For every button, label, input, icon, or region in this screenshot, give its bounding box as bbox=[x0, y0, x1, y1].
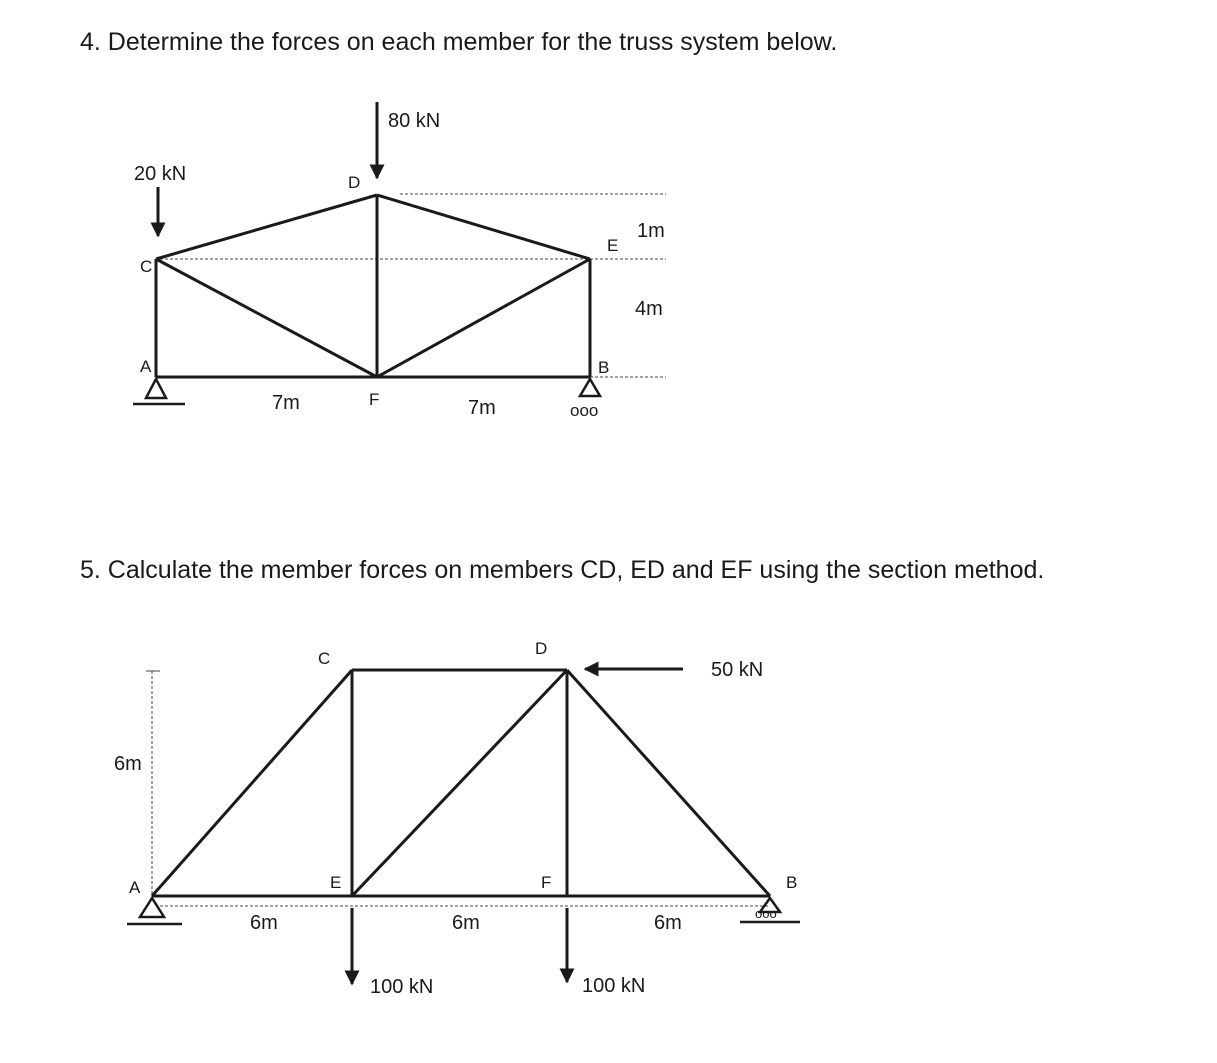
roller-mark-b: ooo bbox=[755, 906, 777, 921]
load-label-e: 100 kN bbox=[370, 976, 434, 998]
node-label-c: C bbox=[318, 649, 331, 668]
node-label-b: B bbox=[598, 358, 610, 377]
member-de bbox=[377, 195, 590, 259]
member-cf bbox=[156, 259, 377, 377]
dim-label-ef: 6m bbox=[452, 912, 480, 934]
load-label-d: 50 kN bbox=[711, 659, 764, 681]
dim-label-af: 7m bbox=[272, 392, 300, 414]
pin-support-a bbox=[133, 379, 185, 404]
node-label-a: A bbox=[140, 357, 152, 376]
dim-label-de: 1m bbox=[637, 220, 665, 242]
roller-mark-b: ooo bbox=[570, 401, 599, 420]
node-label-e: E bbox=[607, 236, 619, 255]
node-label-f: F bbox=[369, 390, 380, 409]
node-label-d: D bbox=[535, 639, 548, 658]
question-4: 4. Determine the forces on each member for the truss system below. bbox=[80, 28, 838, 56]
load-label-d: 80 kN bbox=[388, 110, 441, 132]
dim-label-height: 6m bbox=[114, 753, 142, 775]
pin-support-a bbox=[127, 898, 182, 924]
node-label-d: D bbox=[348, 173, 361, 192]
dim-label-eb: 4m bbox=[635, 298, 663, 320]
truss-5 bbox=[114, 639, 800, 998]
node-label-e: E bbox=[330, 873, 342, 892]
load-label-c: 20 kN bbox=[134, 163, 187, 185]
node-label-c: C bbox=[140, 257, 153, 276]
dim-label-fb: 6m bbox=[654, 912, 682, 934]
dim-label-fb: 7m bbox=[468, 397, 496, 419]
node-label-b: B bbox=[786, 873, 798, 892]
member-cd bbox=[156, 195, 377, 259]
node-label-f: F bbox=[541, 873, 552, 892]
member-db bbox=[567, 670, 770, 896]
member-fe bbox=[377, 259, 590, 377]
truss-4 bbox=[133, 102, 666, 420]
question-5: 5. Calculate the member forces on members CD, ED and EF using the section method. bbox=[80, 556, 1045, 584]
member-ac bbox=[152, 670, 352, 896]
load-label-f: 100 kN bbox=[582, 975, 646, 997]
dim-label-ae: 6m bbox=[250, 912, 278, 934]
roller-support-b bbox=[580, 379, 600, 396]
node-label-a: A bbox=[129, 878, 141, 897]
member-ed bbox=[352, 670, 567, 896]
